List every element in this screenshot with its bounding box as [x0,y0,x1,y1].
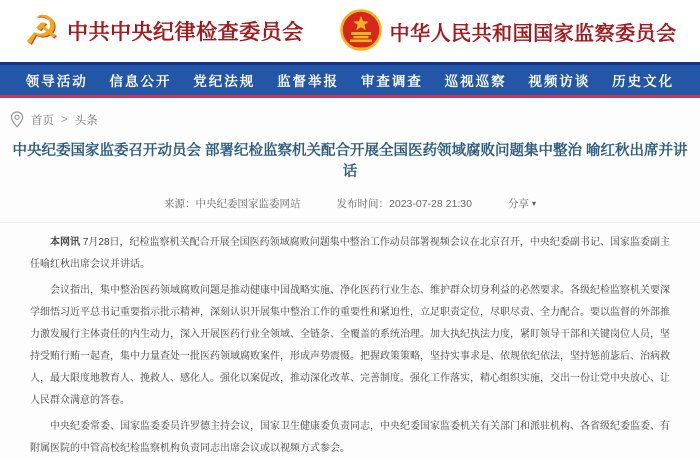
article-publish-time [337,196,472,211]
nav-item-information[interactable]: 信息公开 [109,74,172,89]
article [0,141,700,460]
paragraph-3: 中央纪委常委、国家监委委员许罗德主持会议，国家卫生健康委负责同志，中央纪委国家监委机关有关部门和派驻机构、各省级纪委监委、有附属医院的中管高校纪检监察机构负责同志出席会议或以视频方式参会。 [30,421,670,455]
article-body [0,223,700,460]
nav-item-leadership[interactable]: 领导活动 [25,74,88,89]
paragraph-1 [30,232,670,276]
main-navigation [0,62,700,98]
site-banner [0,0,700,62]
nav-item-reporting[interactable]: 监督举报 [277,74,340,89]
nsc-site-name: 中华人民共和国国家监察委员会 [389,22,677,45]
breadcrumb-home[interactable]: 首页 [31,114,54,127]
paragraph-1-lead: 本网讯 [50,237,81,249]
breadcrumb-current[interactable]: 头条 [74,114,98,127]
national-emblem-icon [340,9,382,53]
breadcrumb [0,98,700,128]
paragraph-1-text: 7月28日，纪检监察机关配合开展全国医药领域腐败问题集中整治工作动员部署视频会议在北京召开，中央纪委副书记、国家监委副主任喻红秋出席会议并讲话。 [30,237,670,271]
share-label: 分享 [507,198,529,211]
article-meta [0,196,700,211]
nav-item-history[interactable]: 历史文化 [612,74,675,89]
nav-item-video[interactable]: 视频访谈 [528,74,591,89]
nav-item-inspection[interactable]: 巡视巡察 [444,74,507,89]
chevron-down-icon: ▾ [531,199,536,209]
paragraph-2: 会议指出，集中整治医药领域腐败问题是推动健康中国战略实施、净化医药行业生态、维护群众切身利益的必然要求。各级纪检监察机关要深学细悟习近平总书记重要指示批示精神，深刻认识开展集中整治工作的重要性和紧迫性，立足职责定位，尽职尽责、全力配合。要以监督的外部推力激发履行主体责任的内生动力，深入开展医药行业全领域、全链条、全覆盖的系统治理。加大执纪执法力度，紧盯领导干部和关键岗位人员，坚持受贿行贿一起查，集中力量查处一批医药领域腐败案件，形成声势震慑。把握政策策略，坚持实事求是、依规依纪依法，坚持惩前毖后、治病救人，最大限度地教育人、挽救人、感化人。强化以案促改，推动深化改革、完善制度。强化工作落实，精心组织实施，交出一份让党中央放心、让人民群众满意的答卷。 [30,285,670,407]
nav-item-investigation[interactable]: 审查调查 [360,74,423,89]
ccdi-site-name: 中共中央纪律检查委员会 [67,21,304,44]
nav-item-regulations[interactable]: 党纪法规 [193,74,256,89]
location-pin-icon [10,111,24,128]
breadcrumb-separator: > [61,113,68,126]
publish-time-value: 2023-07-28 21:30 [389,198,472,211]
article-source [164,196,301,211]
publish-time-label: 发布时间： [336,198,390,211]
source-value: 中央纪委国家监委网站 [195,198,301,211]
share-button[interactable] [508,196,536,211]
party-emblem-icon: ☭ [23,8,60,54]
article-title: 中央纪委国家监委召开动员会 部署纪检监察机关配合开展全国医药领域腐败问题集中整治 喻红秋出席并讲话 [12,143,688,181]
ccdi-logo-link[interactable] [23,8,304,54]
nsc-logo-link[interactable] [340,9,677,53]
source-label: 来源： [164,198,196,211]
